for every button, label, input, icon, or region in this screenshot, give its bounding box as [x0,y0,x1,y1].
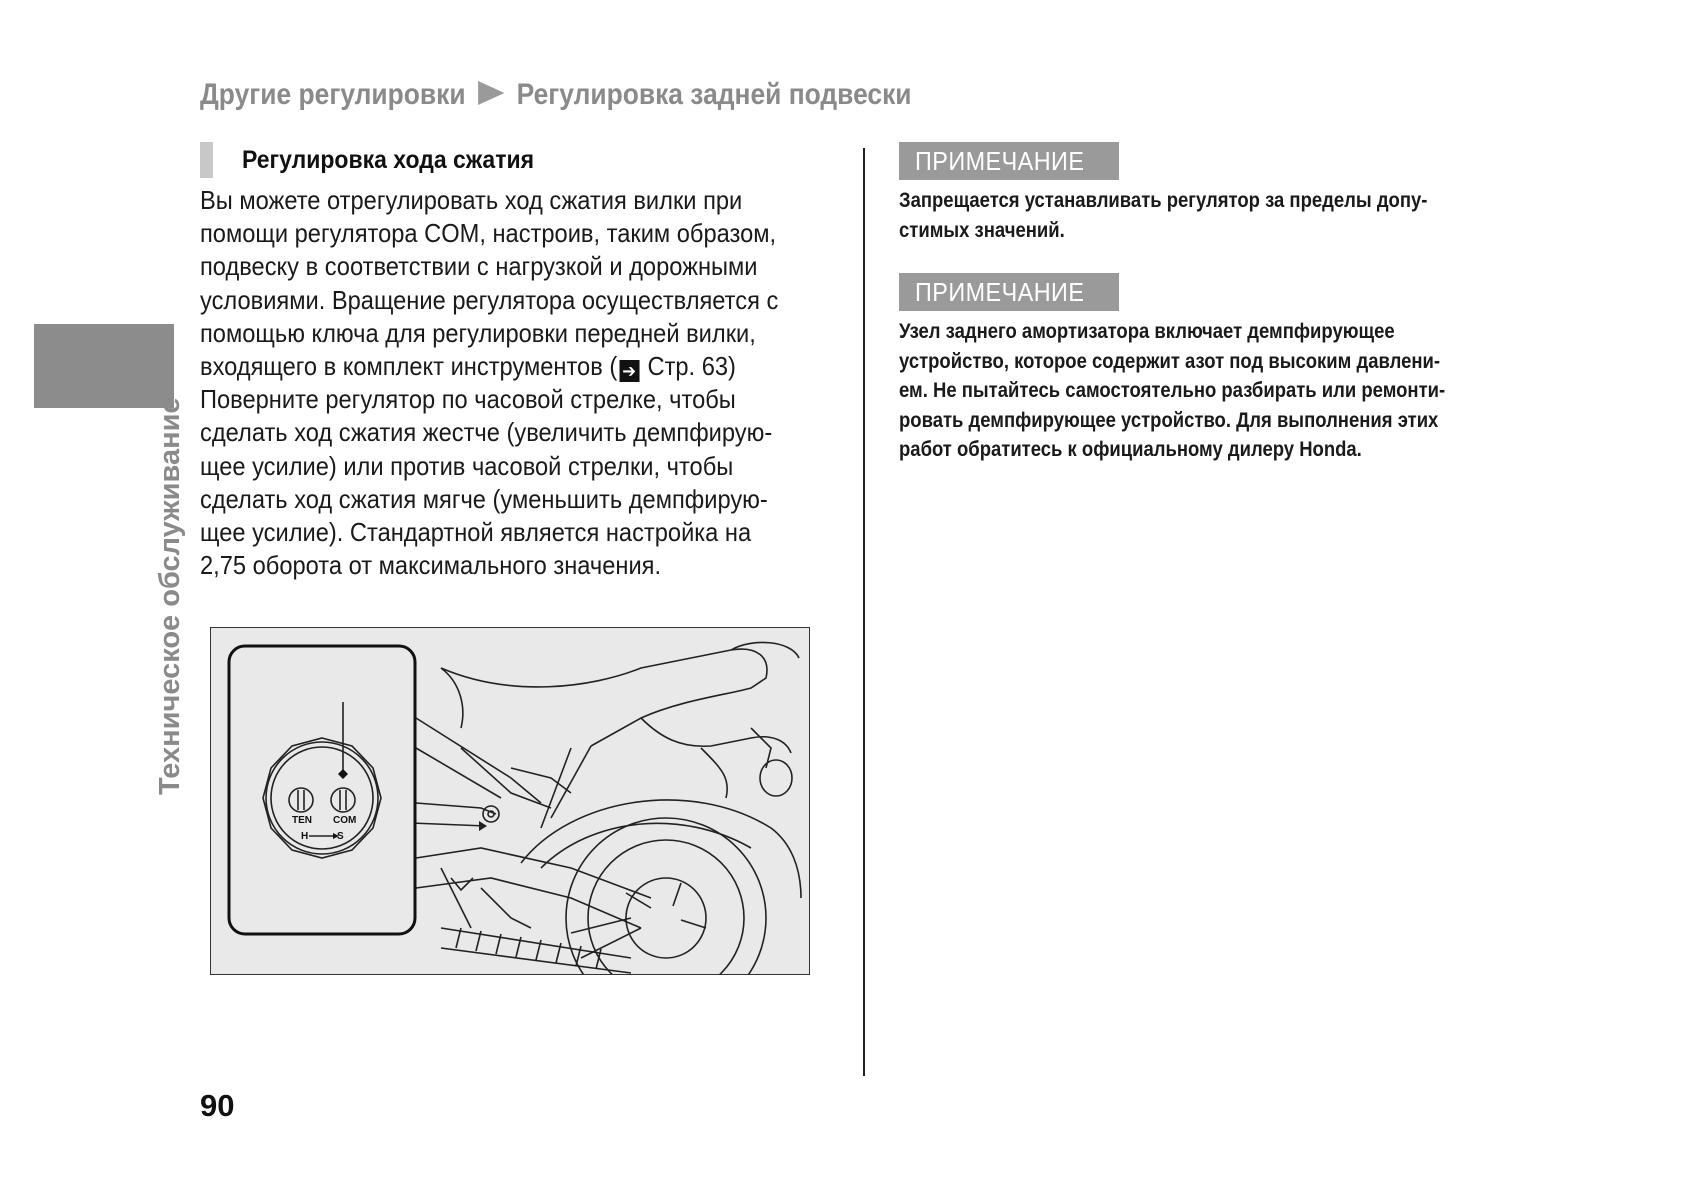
body-line: условиями. Вращение регулятора осуществляется с [200,284,779,315]
motorcycle-rear-drawing [211,628,809,974]
note-line: работ обратитесь к официальному дилеру Honda. [899,438,1362,461]
page-number: 90 [200,1088,235,1123]
body-line: сделать ход сжатия жестче (увеличить демпфирую- [200,417,773,448]
note-label: ПРИМЕЧАНИЕ [899,142,1119,180]
section-heading [200,142,840,178]
column-divider [863,148,865,1076]
note-text [899,317,1519,465]
note-block [899,142,1519,245]
rear-suspension-illustration [210,627,810,975]
section-title: Регулировка хода сжатия [242,146,535,174]
soft-label: S [337,831,344,842]
body-line: Поверните регулятор по часовой стрелке, чтобы [200,384,736,415]
note-block [899,273,1519,465]
body-line-with-ref [200,350,782,383]
body-line: 2,75 оборота от максимального значения. [200,550,662,581]
section-body [200,184,840,582]
breadcrumb [200,78,912,112]
body-line: сделать ход сжатия мягче (уменьшить демпфирую- [200,483,768,514]
body-line: щее усилие) или против часовой стрелки, чтобы [200,450,734,481]
page-reference-link[interactable]: Стр. 63) [647,351,736,382]
note-line: стимых значений. [899,218,1065,242]
triangle-arrow-icon [478,81,504,105]
body-line: подвеску в соответствии с нагрузкой и дорожными [200,251,758,282]
note-line: Запрещается устанавливать регулятор за пределы допу- [899,189,1428,212]
heading-marker [200,142,213,178]
breadcrumb-current: Регулировка задней подвески [516,78,912,111]
ten-label: TEN [292,815,312,826]
chapter-label: Техническое обслуживание [154,397,186,795]
main-column [200,142,840,582]
body-line: щее усилие). Стандартной является настройка на [200,517,752,548]
page-reference-arrow-icon[interactable]: ➔ [619,360,639,382]
note-label: ПРИМЕЧАНИЕ [899,273,1119,311]
note-line: ровать демпфирующее устройство. Для выполнения этих [899,408,1439,432]
note-text [899,186,1519,245]
body-line: Вы можете отрегулировать ход сжатия вилки при [200,185,743,215]
notes-column [899,142,1519,465]
note-line: Узел заднего амортизатора включает демпфирующее [899,320,1395,343]
chapter-tab [34,324,174,408]
com-label: COM [333,815,357,826]
body-line: помощью ключа для регулировки передней вилки, [200,317,756,348]
note-line: ем. Не пытайтесь самостоятельно разбирать или ремонти- [899,379,1446,402]
hard-label: H [301,831,309,842]
breadcrumb-parent: Другие регулировки [200,78,466,111]
body-line: помощи регулятора COM, настроив, таким образом, [200,218,777,249]
note-line: устройство, которое содержит азот под высоким давлени- [899,349,1441,373]
body-line: входящего в комплект инструментов ( [200,351,618,382]
